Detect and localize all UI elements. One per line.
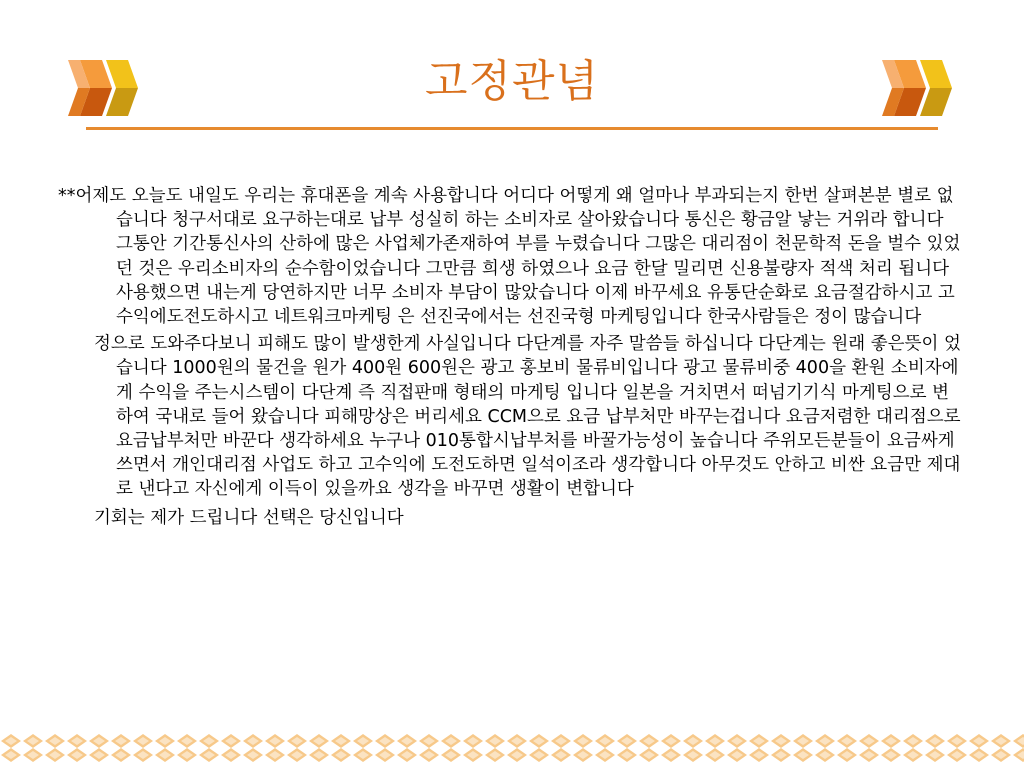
slide-body [58,184,963,533]
title-divider [86,127,938,130]
body-paragraph-3: 기회는 제가 드립니다 선택은 당신입니다 [94,507,404,528]
slide-title: 고정관념 [424,56,599,107]
body-paragraph-1: **어제도 오늘도 내일도 우리는 휴대폰을 계속 사용합니다 어디다 어떻게 왜 얼마나 부과되는지 한번 살펴본분 별로 없습니다 청구서대로 요구하는대로 납부 성실히 하는 소비자로 살아왔습니다 통신은 황금알 낳는 거위라 합니다 그통안 기간통신사의 산하에 많은 사업체가존재하여 부를 누렸습니다 그많은 대리점이 천문학적 돈을 벌수 있었던 것은 우리소비자의 순수함이었습니다 그만큼 희생 하였으나 요금 한달 밀리면 신용불량자 적색 처리 됩니다 사용했으면 내는게 당연하지만 너무 소비자 부담이 많았습니다 이제 바꾸세요 유통단순화로 요금절감하시고 고수익에도전도하시고 네트워크마케팅 은 선진국에서는 선진국형 마케팅입니다 한국사람들은 정이 많습니다 [58,186,961,328]
body-paragraph-2: 정으로 도와주다보니 피해도 많이 발생한게 사실입니다 다단계를 자주 말씀들 하십니다 다단계는 원래 좋은뜻이 었습니다 1000원의 물건을 원가 400원 600원은 광고 홍보비 물류비입니다 광고 물류비중 400을 환원 소비자에게 수익을 주는시스템이 다단계 즉 직접판매 형태의 마게팅 입니다 일본을 거치면서 떠넘기기식 마게팅으로 변하여 국내로 들어 왔습니다 피해망상은 버리세요 CCM으로 요금 납부처만 바꾸는겁니다 요금저렴한 대리점으로 요금납부처만 바꾼다 생각하세요 누구나 010통합시납부처를 바꿀가능성이 높습니다 주위모든분들이 요금싸게쓰면서 개인대리점 사업도 하고 고수익에 도전도하면 일석이조라 생각합니다 아무것도 안하고 비싼 요금만 제대로 낸다고 자신에게 이득이 있을까요 생각을 바꾸면 생활이 변합니다 [94,334,961,500]
diamond-border-pattern [0,733,1024,763]
